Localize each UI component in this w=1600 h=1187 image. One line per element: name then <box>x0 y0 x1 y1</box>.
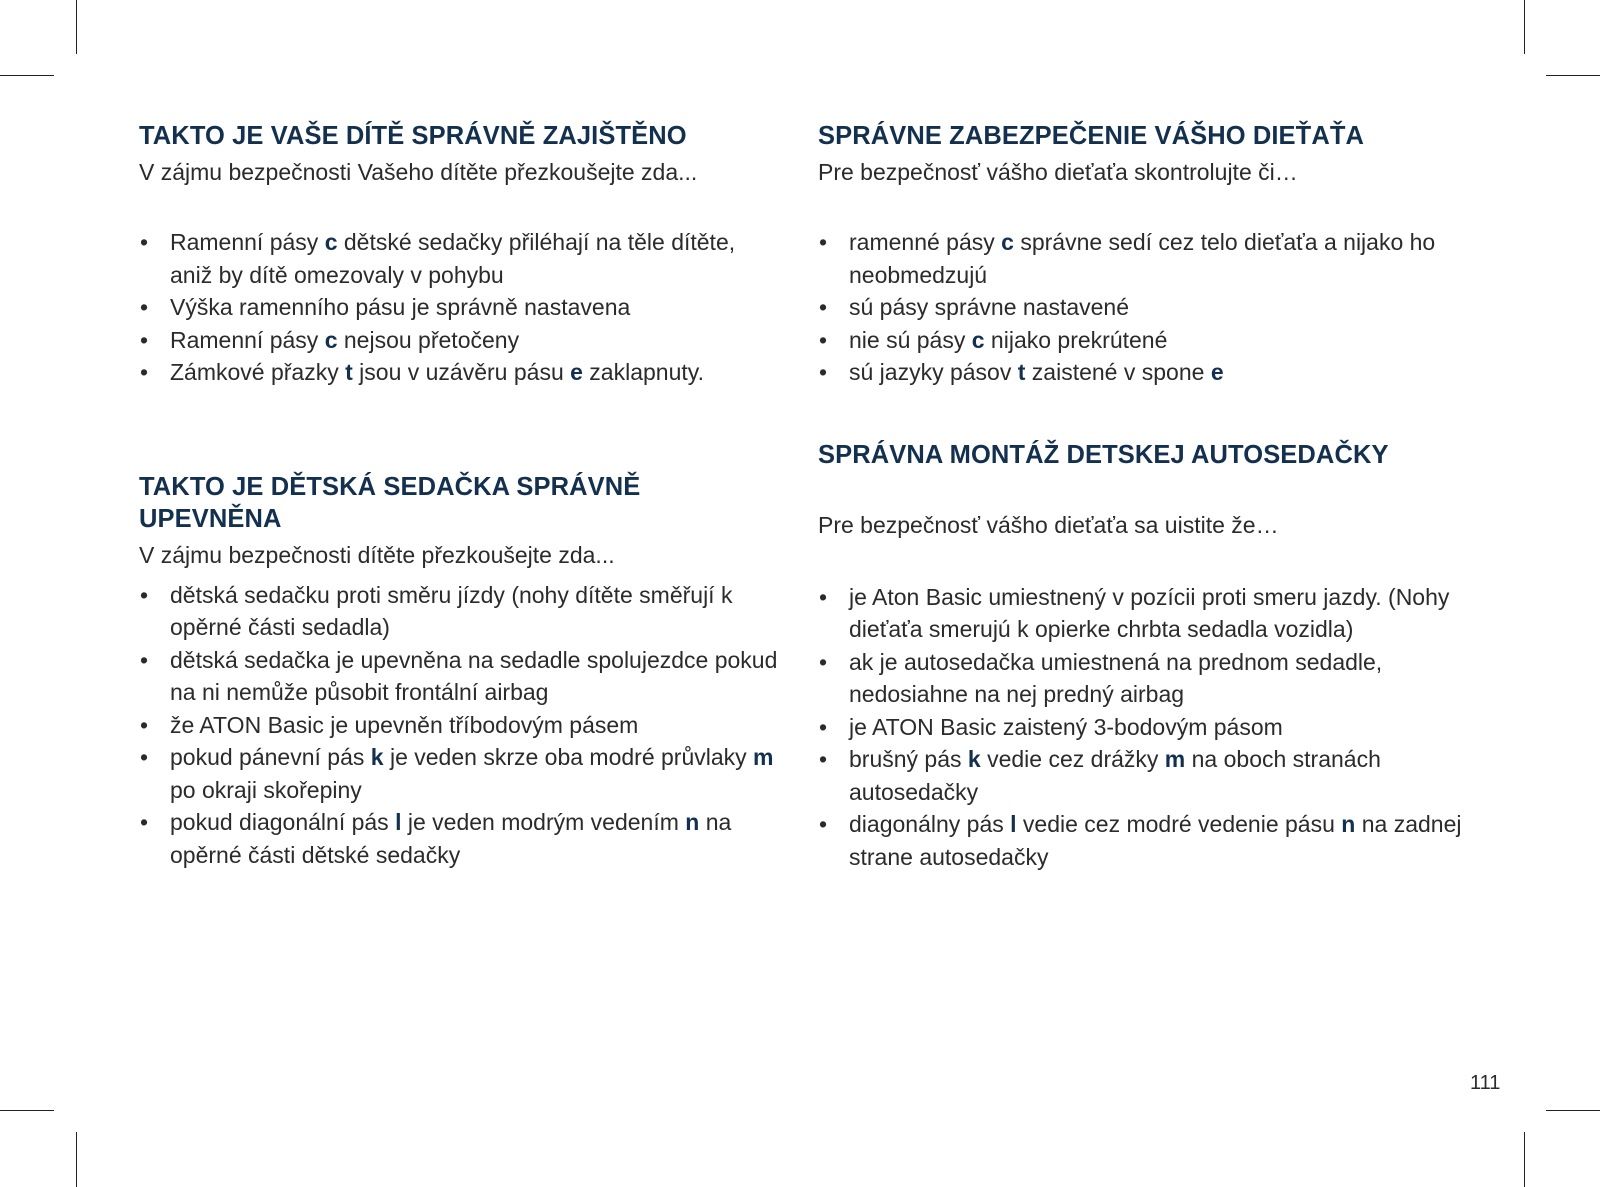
left-section2-heading <box>139 471 779 535</box>
right-section1-intro: Pre bezpečnosť vášho dieťaťa skontrolujte či… <box>818 159 1298 185</box>
crop-mark-bottom-left-h <box>0 1110 54 1111</box>
list-item: • brušný pás k vedie cez drážky m na oboch stranách autosedačky <box>818 743 1478 808</box>
list-item: • diagonálny pás l vedie cez modré vedenie pásu n na zadnej strane autosedačky <box>818 808 1478 873</box>
left-section2-heading-line2: UPEVNĚNA <box>139 504 282 533</box>
left-section2-heading-line1: TAKTO JE DĚTSKÁ SEDAČKA SPRÁVNĚ <box>139 472 641 501</box>
left-section2-intro: V zájmu bezpečnosti dítěte přezkoušejte zda... <box>139 541 615 568</box>
right-section1-heading: SPRÁVNE ZABEZPEČENIE VÁŠHO DIEŤAŤA <box>818 122 1365 150</box>
left-section2-list <box>139 579 779 872</box>
list-item: • Zámkové přazky t jsou v uzávěru pásu e zaklapnuty. <box>139 356 779 389</box>
list-item: • sú pásy správne nastavené <box>818 291 1478 324</box>
list-item: • Ramenní pásy c dětské sedačky přiléhají na těle dítěte, aniž by dítě omezovaly v pohybu <box>139 226 779 291</box>
list-item: • je Aton Basic umiestnený v pozícii proti smeru jazdy. (Nohy dieťaťa smerujú k opierke chrbta sedadla vozidla) <box>818 581 1478 646</box>
list-item: • pokud pánevní pás k je veden skrze oba modré průvlaky m po okraji skořepiny <box>139 741 779 806</box>
list-item: • sú jazyky pásov t zaistené v spone e <box>818 356 1478 389</box>
crop-mark-top-left-v <box>76 0 77 54</box>
left-section1-list <box>139 226 779 389</box>
list-item: • je ATON Basic zaistený 3-bodovým pásom <box>818 711 1478 744</box>
list-item: • že ATON Basic je upevněn tříbodovým pásem <box>139 709 779 742</box>
list-item: • Ramenní pásy c nejsou přetočeny <box>139 324 779 357</box>
left-section1-intro: V zájmu bezpečnosti Vašeho dítěte přezkoušejte zda... <box>139 159 698 185</box>
list-item: • pokud diagonální pás l je veden modrým vedením n na opěrné části dětské sedačky <box>139 806 779 871</box>
list-item: • dětská sedačka je upevněna na sedadle spolujezdce pokud na ni nemůže působit frontální airbag <box>139 644 779 709</box>
right-column <box>818 120 1478 873</box>
list-item: • nie sú pásy c nijako prekrútené <box>818 324 1478 357</box>
crop-mark-bottom-left-v <box>76 1132 77 1187</box>
right-section2-heading: SPRÁVNA MONTÁŽ DETSKEJ AUTOSEDAČKY <box>818 440 1389 469</box>
crop-mark-top-right-h <box>1546 75 1600 76</box>
left-column <box>139 120 779 871</box>
crop-mark-bottom-right-v <box>1524 1132 1525 1187</box>
crop-mark-top-right-v <box>1524 0 1525 54</box>
right-section2-list <box>818 581 1478 874</box>
right-section2-intro: Pre bezpečnosť vášho dieťaťa sa uistite že… <box>818 511 1279 538</box>
crop-mark-top-left-h <box>0 75 54 76</box>
crop-mark-bottom-right-h <box>1546 1110 1600 1111</box>
list-item: • Výška ramenního pásu je správně nastavena <box>139 291 779 324</box>
left-section1-heading: TAKTO JE VAŠE DÍTĚ SPRÁVNĚ ZAJIŠTĚNO <box>139 122 687 150</box>
list-item: • dětská sedačku proti směru jízdy (nohy dítěte směřují k opěrné části sedadla) <box>139 579 779 644</box>
right-section1-list <box>818 226 1478 389</box>
page-number: 111 <box>1470 1072 1501 1094</box>
list-item: • ak je autosedačka umiestnená na prednom sedadle, nedosiahne na nej predný airbag <box>818 646 1478 711</box>
list-item: • ramenné pásy c správne sedí cez telo dieťaťa a nijako ho neobmedzujú <box>818 226 1478 291</box>
